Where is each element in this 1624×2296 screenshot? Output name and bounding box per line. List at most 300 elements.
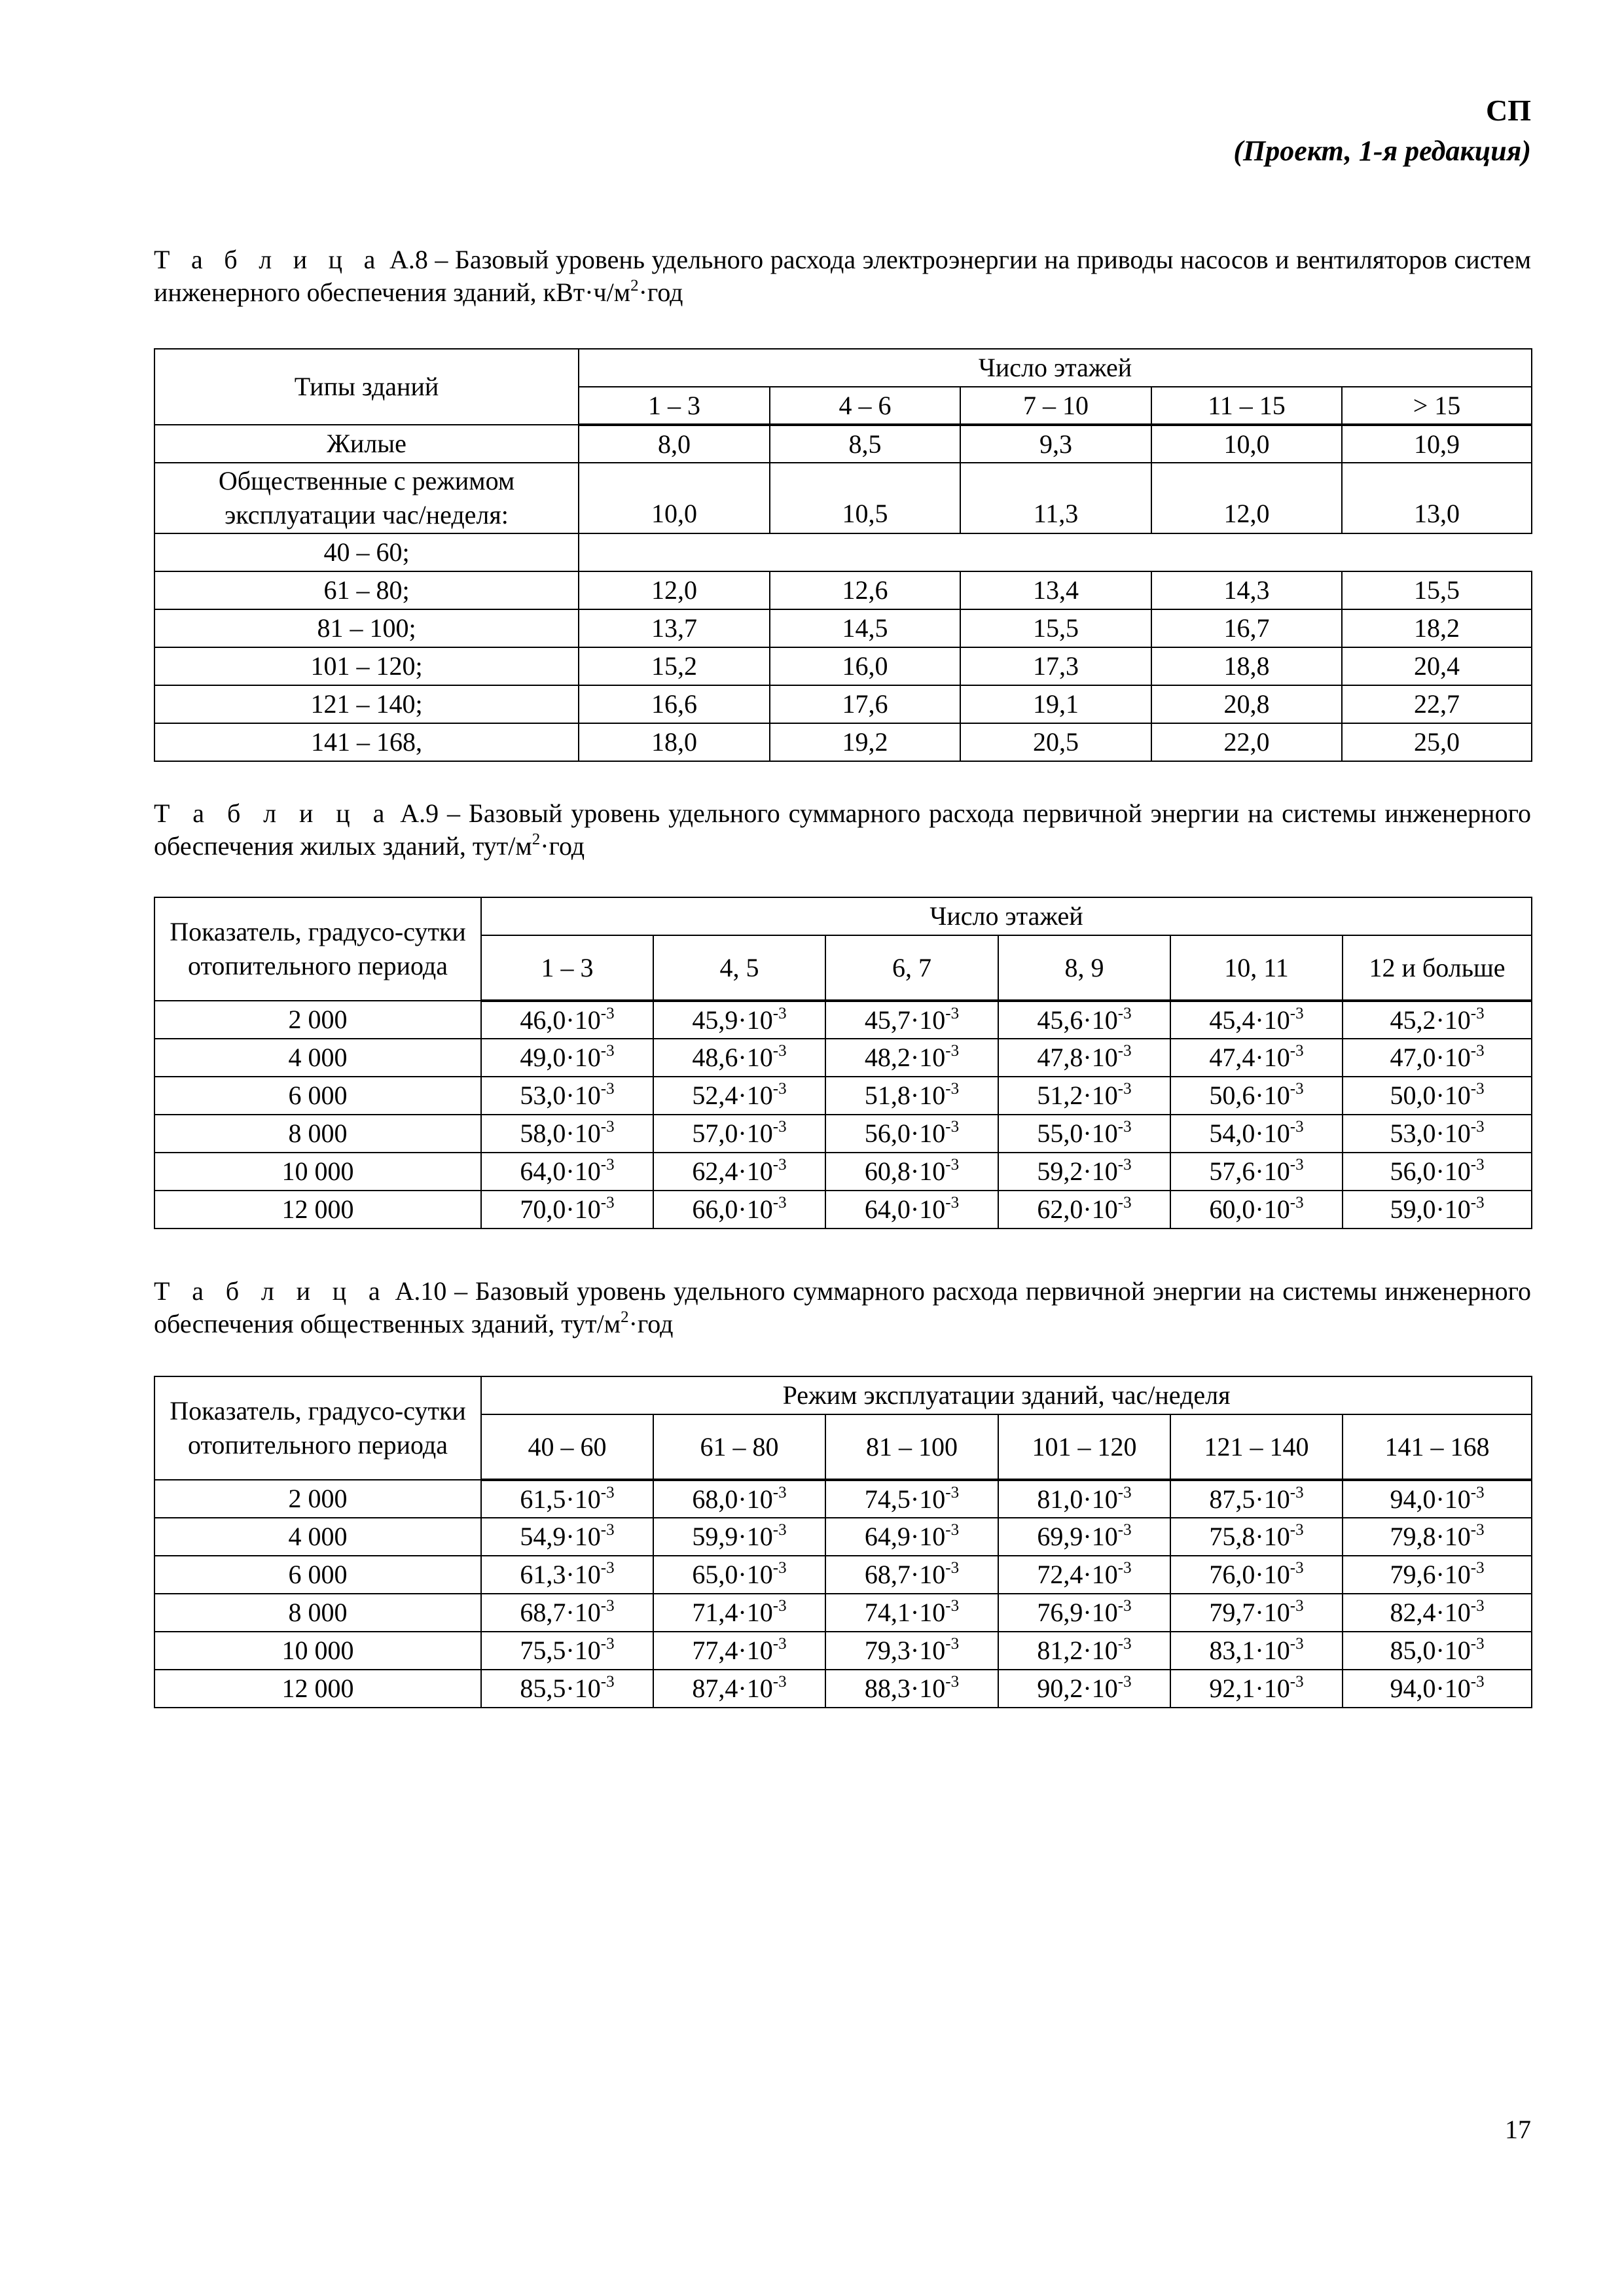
- table-a8-cell: 16,6: [579, 685, 770, 723]
- cell-value: 68,7: [864, 1560, 911, 1589]
- table-a8-cell: 20,4: [1342, 647, 1532, 685]
- table-a9-cell: [1343, 1153, 1532, 1191]
- table-a10-row-label: 2 000: [154, 1480, 481, 1518]
- table-a8-header-floors: Число этажей: [579, 349, 1532, 387]
- cell-value: 54,9: [520, 1522, 566, 1551]
- table-a10-cell: [481, 1594, 653, 1632]
- cell-value: 50,6: [1209, 1081, 1255, 1110]
- cell-value: 50,0: [1390, 1081, 1436, 1110]
- cell-exponent-base: ·10: [1083, 1194, 1118, 1224]
- table-a10-cell: [653, 1480, 825, 1518]
- cell-exponent-base: ·10: [910, 1522, 946, 1551]
- table-a10-cell: [481, 1480, 653, 1518]
- table-a9-header-indicator: Показатель, градусо-сутки отопительного периода: [154, 897, 481, 1001]
- cell-value: 74,5: [864, 1484, 911, 1514]
- table-row: [154, 1115, 1532, 1153]
- table-a9-cell: [653, 1115, 825, 1153]
- table-a9-cell: [998, 1001, 1170, 1039]
- cell-exponent: -3: [1290, 1673, 1304, 1691]
- cell-value: 48,2: [864, 1043, 911, 1072]
- table-a9-cell: [481, 1001, 653, 1039]
- cell-value: 56,0: [1390, 1157, 1436, 1186]
- cell-value: 57,6: [1209, 1157, 1255, 1186]
- table-a9-cell: [1343, 1001, 1532, 1039]
- cell-value: 90,2: [1037, 1674, 1083, 1703]
- cell-value: 74,1: [864, 1598, 911, 1627]
- cell-exponent: -3: [600, 1597, 615, 1615]
- cell-value: 47,4: [1209, 1043, 1255, 1072]
- cell-value: 85,5: [520, 1674, 566, 1703]
- cell-exponent: -3: [600, 1080, 615, 1098]
- table-a10-cell: [825, 1480, 998, 1518]
- table-a10-cell: [653, 1594, 825, 1632]
- cell-exponent: -3: [945, 1521, 960, 1539]
- table-a9-cell: [998, 1115, 1170, 1153]
- cell-exponent-base: ·10: [1083, 1560, 1118, 1589]
- table-a9-cell: [1170, 1115, 1343, 1153]
- cell-exponent-base: ·10: [738, 1005, 773, 1035]
- table-a9-cell: [998, 1153, 1170, 1191]
- table-a8-caption: Т а б л и ц а А.8 – Базовый уровень удельного расхода электроэнергии на приводы насосов и вентиляторов систем инженерного обеспечения зданий, $кВт\cdot ч/м^2\cdot год$: [154, 245, 1532, 307]
- cell-exponent: -3: [772, 1194, 787, 1211]
- table-row: [154, 1191, 1532, 1229]
- cell-value: 56,0: [864, 1119, 911, 1148]
- table-a10-column-header: 81 – 100: [825, 1414, 998, 1480]
- cell-exponent-base: ·10: [1083, 1636, 1118, 1665]
- cell-exponent: -3: [945, 1673, 960, 1691]
- table-a10-cell: [653, 1632, 825, 1670]
- table-a8-row-label: 121 – 140;: [154, 685, 579, 723]
- cell-exponent-base: ·10: [1435, 1522, 1471, 1551]
- table-a10-cell: [1343, 1556, 1532, 1594]
- table-a10-cell: [825, 1556, 998, 1594]
- table-a9-cell: [653, 1001, 825, 1039]
- table-row: [154, 723, 1532, 761]
- table-row: [154, 1001, 1532, 1039]
- cell-exponent: -3: [1290, 1597, 1304, 1615]
- table-a10-row-label: 10 000: [154, 1632, 481, 1670]
- table-a10-cell: [653, 1518, 825, 1556]
- cell-exponent-base: ·10: [1435, 1005, 1471, 1035]
- cell-exponent-base: ·10: [1083, 1081, 1118, 1110]
- table-a9-cell: [481, 1039, 653, 1077]
- table-a9-cell: [1170, 1039, 1343, 1077]
- cell-exponent-base: ·10: [1255, 1194, 1290, 1224]
- cell-exponent-base: ·10: [910, 1043, 946, 1072]
- cell-exponent-base: ·10: [738, 1081, 773, 1110]
- cell-exponent-base: ·10: [1083, 1522, 1118, 1551]
- cell-exponent: -3: [945, 1483, 960, 1501]
- table-a10-cell: [1343, 1632, 1532, 1670]
- table-a10-cell: [481, 1670, 653, 1708]
- cell-exponent: -3: [600, 1194, 615, 1211]
- cell-exponent-base: ·10: [1255, 1081, 1290, 1110]
- cell-value: 79,6: [1390, 1560, 1436, 1589]
- cell-exponent: -3: [945, 1194, 960, 1211]
- cell-exponent: -3: [1290, 1004, 1304, 1022]
- table-a9-column-header: 12 и больше: [1343, 935, 1532, 1001]
- cell-value: 62,0: [1037, 1194, 1083, 1224]
- cell-exponent: -3: [600, 1483, 615, 1501]
- cell-exponent: -3: [600, 1673, 615, 1691]
- table-row: [154, 1039, 1532, 1077]
- document-edition: (Проект, 1-я редакция): [1233, 135, 1531, 167]
- cell-exponent: -3: [1470, 1559, 1485, 1577]
- cell-exponent: -3: [1290, 1042, 1304, 1060]
- table-a9-caption: Т а б л и ц а А.9 – Базовый уровень удельного суммарного расхода первичной энергии на системы инженерного обеспечения жилых зданий, тут/$м^2\cdot год$: [154, 798, 1532, 861]
- table-a8-row-label: 101 – 120;: [154, 647, 579, 685]
- table-a8-cell: 10,0: [1151, 425, 1342, 463]
- cell-value: 61,5: [520, 1484, 566, 1514]
- cell-exponent-base: ·10: [566, 1674, 601, 1703]
- table-row: [154, 1518, 1532, 1556]
- cell-exponent-base: ·10: [910, 1194, 946, 1224]
- table-a8-cell: 14,3: [1151, 571, 1342, 609]
- table-row: [154, 647, 1532, 685]
- cell-value: 75,8: [1209, 1522, 1255, 1551]
- table-a10-header-indicator: Показатель, градусо-сутки отопительного периода: [154, 1376, 481, 1480]
- cell-exponent: -3: [772, 1521, 787, 1539]
- cell-exponent-base: ·10: [566, 1043, 601, 1072]
- table-a10-cell: [653, 1556, 825, 1594]
- table-a8-cell: 15,2: [579, 647, 770, 685]
- cell-value: 88,3: [864, 1674, 911, 1703]
- cell-value: 64,9: [864, 1522, 911, 1551]
- table-a8-cell: 25,0: [1342, 723, 1532, 761]
- cell-exponent: -3: [1290, 1194, 1304, 1211]
- cell-exponent: -3: [1470, 1156, 1485, 1174]
- cell-exponent: -3: [772, 1156, 787, 1174]
- table-a8-cell: 8,0: [579, 425, 770, 463]
- table-a9-column-header: 6, 7: [825, 935, 998, 1001]
- table-row: [154, 685, 1532, 723]
- cell-exponent-base: ·10: [566, 1005, 601, 1035]
- cell-exponent: -3: [600, 1635, 615, 1653]
- table-a8-floor-header: 4 – 6: [770, 387, 960, 425]
- cell-value: 47,8: [1037, 1043, 1083, 1072]
- cell-exponent-base: ·10: [738, 1674, 773, 1703]
- table-a10-column-header: 101 – 120: [998, 1414, 1170, 1480]
- cell-exponent: -3: [1470, 1004, 1485, 1022]
- cell-exponent-base: ·10: [910, 1119, 946, 1148]
- table-a8-cell: 15,5: [1342, 571, 1532, 609]
- table-a8-cell: 12,0: [1151, 463, 1342, 533]
- table-a9-cell: [998, 1191, 1170, 1229]
- table-a8-cell: 12,0: [579, 571, 770, 609]
- table-a9: [154, 897, 1532, 1229]
- table-a8-public-label: Общественные с режимом эксплуатации час/неделя:: [154, 463, 579, 533]
- cell-exponent-base: ·10: [1435, 1119, 1471, 1148]
- table-a9-cell: [1343, 1077, 1532, 1115]
- cell-exponent-base: ·10: [566, 1522, 601, 1551]
- cell-exponent: -3: [1470, 1042, 1485, 1060]
- cell-exponent-base: ·10: [1255, 1043, 1290, 1072]
- table-a10-cell: [1343, 1670, 1532, 1708]
- table-a10-cell: [481, 1556, 653, 1594]
- table-a8-row-label: 81 – 100;: [154, 609, 579, 647]
- cell-exponent-base: ·10: [1255, 1522, 1290, 1551]
- cell-exponent: -3: [1117, 1118, 1132, 1136]
- cell-exponent: -3: [772, 1559, 787, 1577]
- table-a10-cell: [825, 1670, 998, 1708]
- cell-exponent-base: ·10: [1255, 1484, 1290, 1514]
- table-a9-column-header: 4, 5: [653, 935, 825, 1001]
- cell-exponent-base: ·10: [1435, 1157, 1471, 1186]
- cell-value: 72,4: [1037, 1560, 1083, 1589]
- cell-value: 53,0: [520, 1081, 566, 1110]
- cell-exponent-base: ·10: [1435, 1636, 1471, 1665]
- cell-value: 76,9: [1037, 1598, 1083, 1627]
- table-a8-cell: 13,7: [579, 609, 770, 647]
- cell-exponent-base: ·10: [910, 1081, 946, 1110]
- cell-value: 79,7: [1209, 1598, 1255, 1627]
- table-row: [154, 1556, 1532, 1594]
- table-a9-cell: [825, 1077, 998, 1115]
- cell-exponent-base: ·10: [738, 1522, 773, 1551]
- cell-value: 85,0: [1390, 1636, 1436, 1665]
- cell-value: 68,7: [520, 1598, 566, 1627]
- cell-exponent: -3: [945, 1042, 960, 1060]
- table-a10-row-label: 4 000: [154, 1518, 481, 1556]
- document-header: [1233, 90, 1531, 171]
- table-row: [154, 1077, 1532, 1115]
- table-a8-cell: 14,5: [770, 609, 960, 647]
- cell-exponent-base: ·10: [1435, 1081, 1471, 1110]
- table-a9-cell: [825, 1039, 998, 1077]
- cell-exponent-base: ·10: [1083, 1674, 1118, 1703]
- table-a10-column-header: 61 – 80: [653, 1414, 825, 1480]
- cell-exponent: -3: [1117, 1521, 1132, 1539]
- table-a10-caption: Т а б л и ц а А.10 – Базовый уровень удельного суммарного расхода первичной энергии на системы инженерного обеспечения общественных зданий, тут/$м^2\cdot год$: [154, 1276, 1531, 1338]
- cell-exponent: -3: [772, 1597, 787, 1615]
- cell-exponent: -3: [1117, 1004, 1132, 1022]
- cell-exponent: -3: [945, 1156, 960, 1174]
- cell-exponent-base: ·10: [910, 1674, 946, 1703]
- cell-value: 57,0: [692, 1119, 738, 1148]
- table-a8-cell: 22,7: [1342, 685, 1532, 723]
- table-a10-column-header: 40 – 60: [481, 1414, 653, 1480]
- cell-exponent: -3: [945, 1118, 960, 1136]
- cell-exponent-base: ·10: [566, 1157, 601, 1186]
- table-a9-cell: [1170, 1153, 1343, 1191]
- table-a10-cell: [1343, 1480, 1532, 1518]
- table-a10-cell: [825, 1518, 998, 1556]
- table-a9-cell: [825, 1001, 998, 1039]
- cell-exponent-base: ·10: [1255, 1005, 1290, 1035]
- cell-exponent-base: ·10: [566, 1081, 601, 1110]
- table-a9-cell: [825, 1191, 998, 1229]
- table-a8-header-type: Типы зданий: [154, 349, 579, 425]
- cell-value: 75,5: [520, 1636, 566, 1665]
- cell-exponent: -3: [772, 1673, 787, 1691]
- cell-value: 53,0: [1390, 1119, 1436, 1148]
- table-a8-row-label: 40 – 60;: [154, 533, 579, 571]
- table-a10-column-header: 121 – 140: [1170, 1414, 1343, 1480]
- cell-value: 92,1: [1209, 1674, 1255, 1703]
- cell-exponent-base: ·10: [1255, 1674, 1290, 1703]
- cell-exponent: -3: [1117, 1194, 1132, 1211]
- cell-exponent: -3: [1290, 1559, 1304, 1577]
- cell-exponent: -3: [1290, 1118, 1304, 1136]
- cell-exponent-base: ·10: [1083, 1005, 1118, 1035]
- cell-exponent: -3: [1290, 1080, 1304, 1098]
- cell-value: 59,2: [1037, 1157, 1083, 1186]
- cell-value: 81,0: [1037, 1484, 1083, 1514]
- cell-exponent: -3: [1470, 1597, 1485, 1615]
- cell-value: 45,9: [692, 1005, 738, 1035]
- table-a8-cell: 9,3: [960, 425, 1151, 463]
- table-a8-cell: 17,3: [960, 647, 1151, 685]
- table-a8-cell: 16,0: [770, 647, 960, 685]
- cell-exponent: -3: [1470, 1483, 1485, 1501]
- table-a10-cell: [998, 1594, 1170, 1632]
- cell-exponent-base: ·10: [910, 1598, 946, 1627]
- cell-exponent-base: ·10: [1083, 1598, 1118, 1627]
- cell-value: 49,0: [520, 1043, 566, 1072]
- table-a8-cell: 10,5: [770, 463, 960, 533]
- table-a10-cell: [998, 1480, 1170, 1518]
- table-a8-cell: 15,5: [960, 609, 1151, 647]
- table-a10: [154, 1376, 1532, 1708]
- cell-exponent-base: ·10: [1435, 1674, 1471, 1703]
- table-a9-cell: [1343, 1039, 1532, 1077]
- cell-value: 54,0: [1209, 1119, 1255, 1148]
- cell-value: 62,4: [692, 1157, 738, 1186]
- cell-exponent-base: ·10: [738, 1560, 773, 1589]
- cell-value: 77,4: [692, 1636, 738, 1665]
- cell-exponent-base: ·10: [1255, 1636, 1290, 1665]
- cell-value: 83,1: [1209, 1636, 1255, 1665]
- table-a10-cell: [825, 1594, 998, 1632]
- table-a9-column-header: 8, 9: [998, 935, 1170, 1001]
- cell-value: 64,0: [864, 1194, 911, 1224]
- table-a10-cell: [998, 1518, 1170, 1556]
- table-a10-row-label: 6 000: [154, 1556, 481, 1594]
- table-a10-cell: [653, 1670, 825, 1708]
- cell-exponent-base: ·10: [1435, 1560, 1471, 1589]
- table-a8-cell: 16,7: [1151, 609, 1342, 647]
- table-a9-row-label: 4 000: [154, 1039, 481, 1077]
- cell-exponent: -3: [1117, 1483, 1132, 1501]
- cell-value: 81,2: [1037, 1636, 1083, 1665]
- table-a8-cell: 20,5: [960, 723, 1151, 761]
- table-a10-cell: [1170, 1632, 1343, 1670]
- table-a9-row-label: 6 000: [154, 1077, 481, 1115]
- table-a9-row-label: 2 000: [154, 1001, 481, 1039]
- cell-exponent-base: ·10: [738, 1043, 773, 1072]
- table-a8-cell: 8,5: [770, 425, 960, 463]
- table-a9-cell: [825, 1115, 998, 1153]
- cell-exponent: -3: [1470, 1194, 1485, 1211]
- cell-exponent: -3: [945, 1635, 960, 1653]
- table-a9-cell: [653, 1039, 825, 1077]
- table-a10-cell: [998, 1632, 1170, 1670]
- cell-exponent: -3: [600, 1156, 615, 1174]
- cell-value: 87,4: [692, 1674, 738, 1703]
- table-a9-column-header: 10, 11: [1170, 935, 1343, 1001]
- cell-exponent-base: ·10: [910, 1636, 946, 1665]
- cell-value: 52,4: [692, 1081, 738, 1110]
- cell-value: 55,0: [1037, 1119, 1083, 1148]
- cell-value: 71,4: [692, 1598, 738, 1627]
- cell-exponent: -3: [1470, 1080, 1485, 1098]
- table-row: [154, 1480, 1532, 1518]
- cell-exponent-base: ·10: [1083, 1119, 1118, 1148]
- table-a10-cell: [998, 1556, 1170, 1594]
- cell-exponent-base: ·10: [910, 1157, 946, 1186]
- cell-exponent-base: ·10: [910, 1484, 946, 1514]
- page-number: 17: [1505, 2115, 1531, 2144]
- table-row: [154, 1153, 1532, 1191]
- cell-exponent-base: ·10: [738, 1598, 773, 1627]
- table-a10-cell: [1170, 1556, 1343, 1594]
- cell-value: 45,6: [1037, 1005, 1083, 1035]
- cell-value: 76,0: [1209, 1560, 1255, 1589]
- table-a10-column-header: 141 – 168: [1343, 1414, 1532, 1480]
- cell-exponent: -3: [600, 1042, 615, 1060]
- table-a8-row-label: Жилые: [154, 425, 579, 463]
- table-a10-cell: [1170, 1594, 1343, 1632]
- cell-exponent: -3: [1290, 1156, 1304, 1174]
- cell-value: 66,0: [692, 1194, 738, 1224]
- cell-exponent: -3: [772, 1004, 787, 1022]
- cell-value: 45,4: [1209, 1005, 1255, 1035]
- table-a8: [154, 348, 1532, 762]
- table-row: [154, 533, 1532, 571]
- table-a8-cell: 11,3: [960, 463, 1151, 533]
- cell-exponent: -3: [1290, 1635, 1304, 1653]
- table-row: [154, 1670, 1532, 1708]
- cell-exponent: -3: [772, 1118, 787, 1136]
- cell-exponent: -3: [772, 1635, 787, 1653]
- table-a8-cell: 13,4: [960, 571, 1151, 609]
- cell-exponent: -3: [600, 1118, 615, 1136]
- cell-exponent: -3: [945, 1559, 960, 1577]
- cell-exponent: -3: [1117, 1080, 1132, 1098]
- cell-value: 68,0: [692, 1484, 738, 1514]
- table-a8-cell: 17,6: [770, 685, 960, 723]
- cell-value: 60,8: [864, 1157, 911, 1186]
- table-a9-cell: [653, 1153, 825, 1191]
- cell-exponent: -3: [772, 1080, 787, 1098]
- table-a8-cell: 19,1: [960, 685, 1151, 723]
- table-a9-cell: [653, 1077, 825, 1115]
- cell-value: 58,0: [520, 1119, 566, 1148]
- table-a8-cell: 12,6: [770, 571, 960, 609]
- cell-exponent-base: ·10: [738, 1194, 773, 1224]
- cell-exponent-base: ·10: [566, 1119, 601, 1148]
- cell-exponent: -3: [772, 1483, 787, 1501]
- table-a10-cell: [1343, 1518, 1532, 1556]
- cell-exponent: -3: [1290, 1483, 1304, 1501]
- document-code: СП: [1486, 94, 1531, 127]
- cell-exponent: -3: [600, 1004, 615, 1022]
- cell-exponent: -3: [1470, 1118, 1485, 1136]
- cell-value: 82,4: [1390, 1598, 1436, 1627]
- table-a10-row-label: 12 000: [154, 1670, 481, 1708]
- table-a9-cell: [653, 1191, 825, 1229]
- cell-exponent-base: ·10: [566, 1484, 601, 1514]
- cell-exponent-base: ·10: [1435, 1598, 1471, 1627]
- cell-exponent-base: ·10: [910, 1560, 946, 1589]
- cell-exponent: -3: [1117, 1156, 1132, 1174]
- table-a8-cell: 10,0: [579, 463, 770, 533]
- table-a8-cell: 18,8: [1151, 647, 1342, 685]
- cell-exponent-base: ·10: [1435, 1194, 1471, 1224]
- cell-exponent: -3: [600, 1521, 615, 1539]
- cell-value: 59,9: [692, 1522, 738, 1551]
- table-a8-floor-header: 1 – 3: [579, 387, 770, 425]
